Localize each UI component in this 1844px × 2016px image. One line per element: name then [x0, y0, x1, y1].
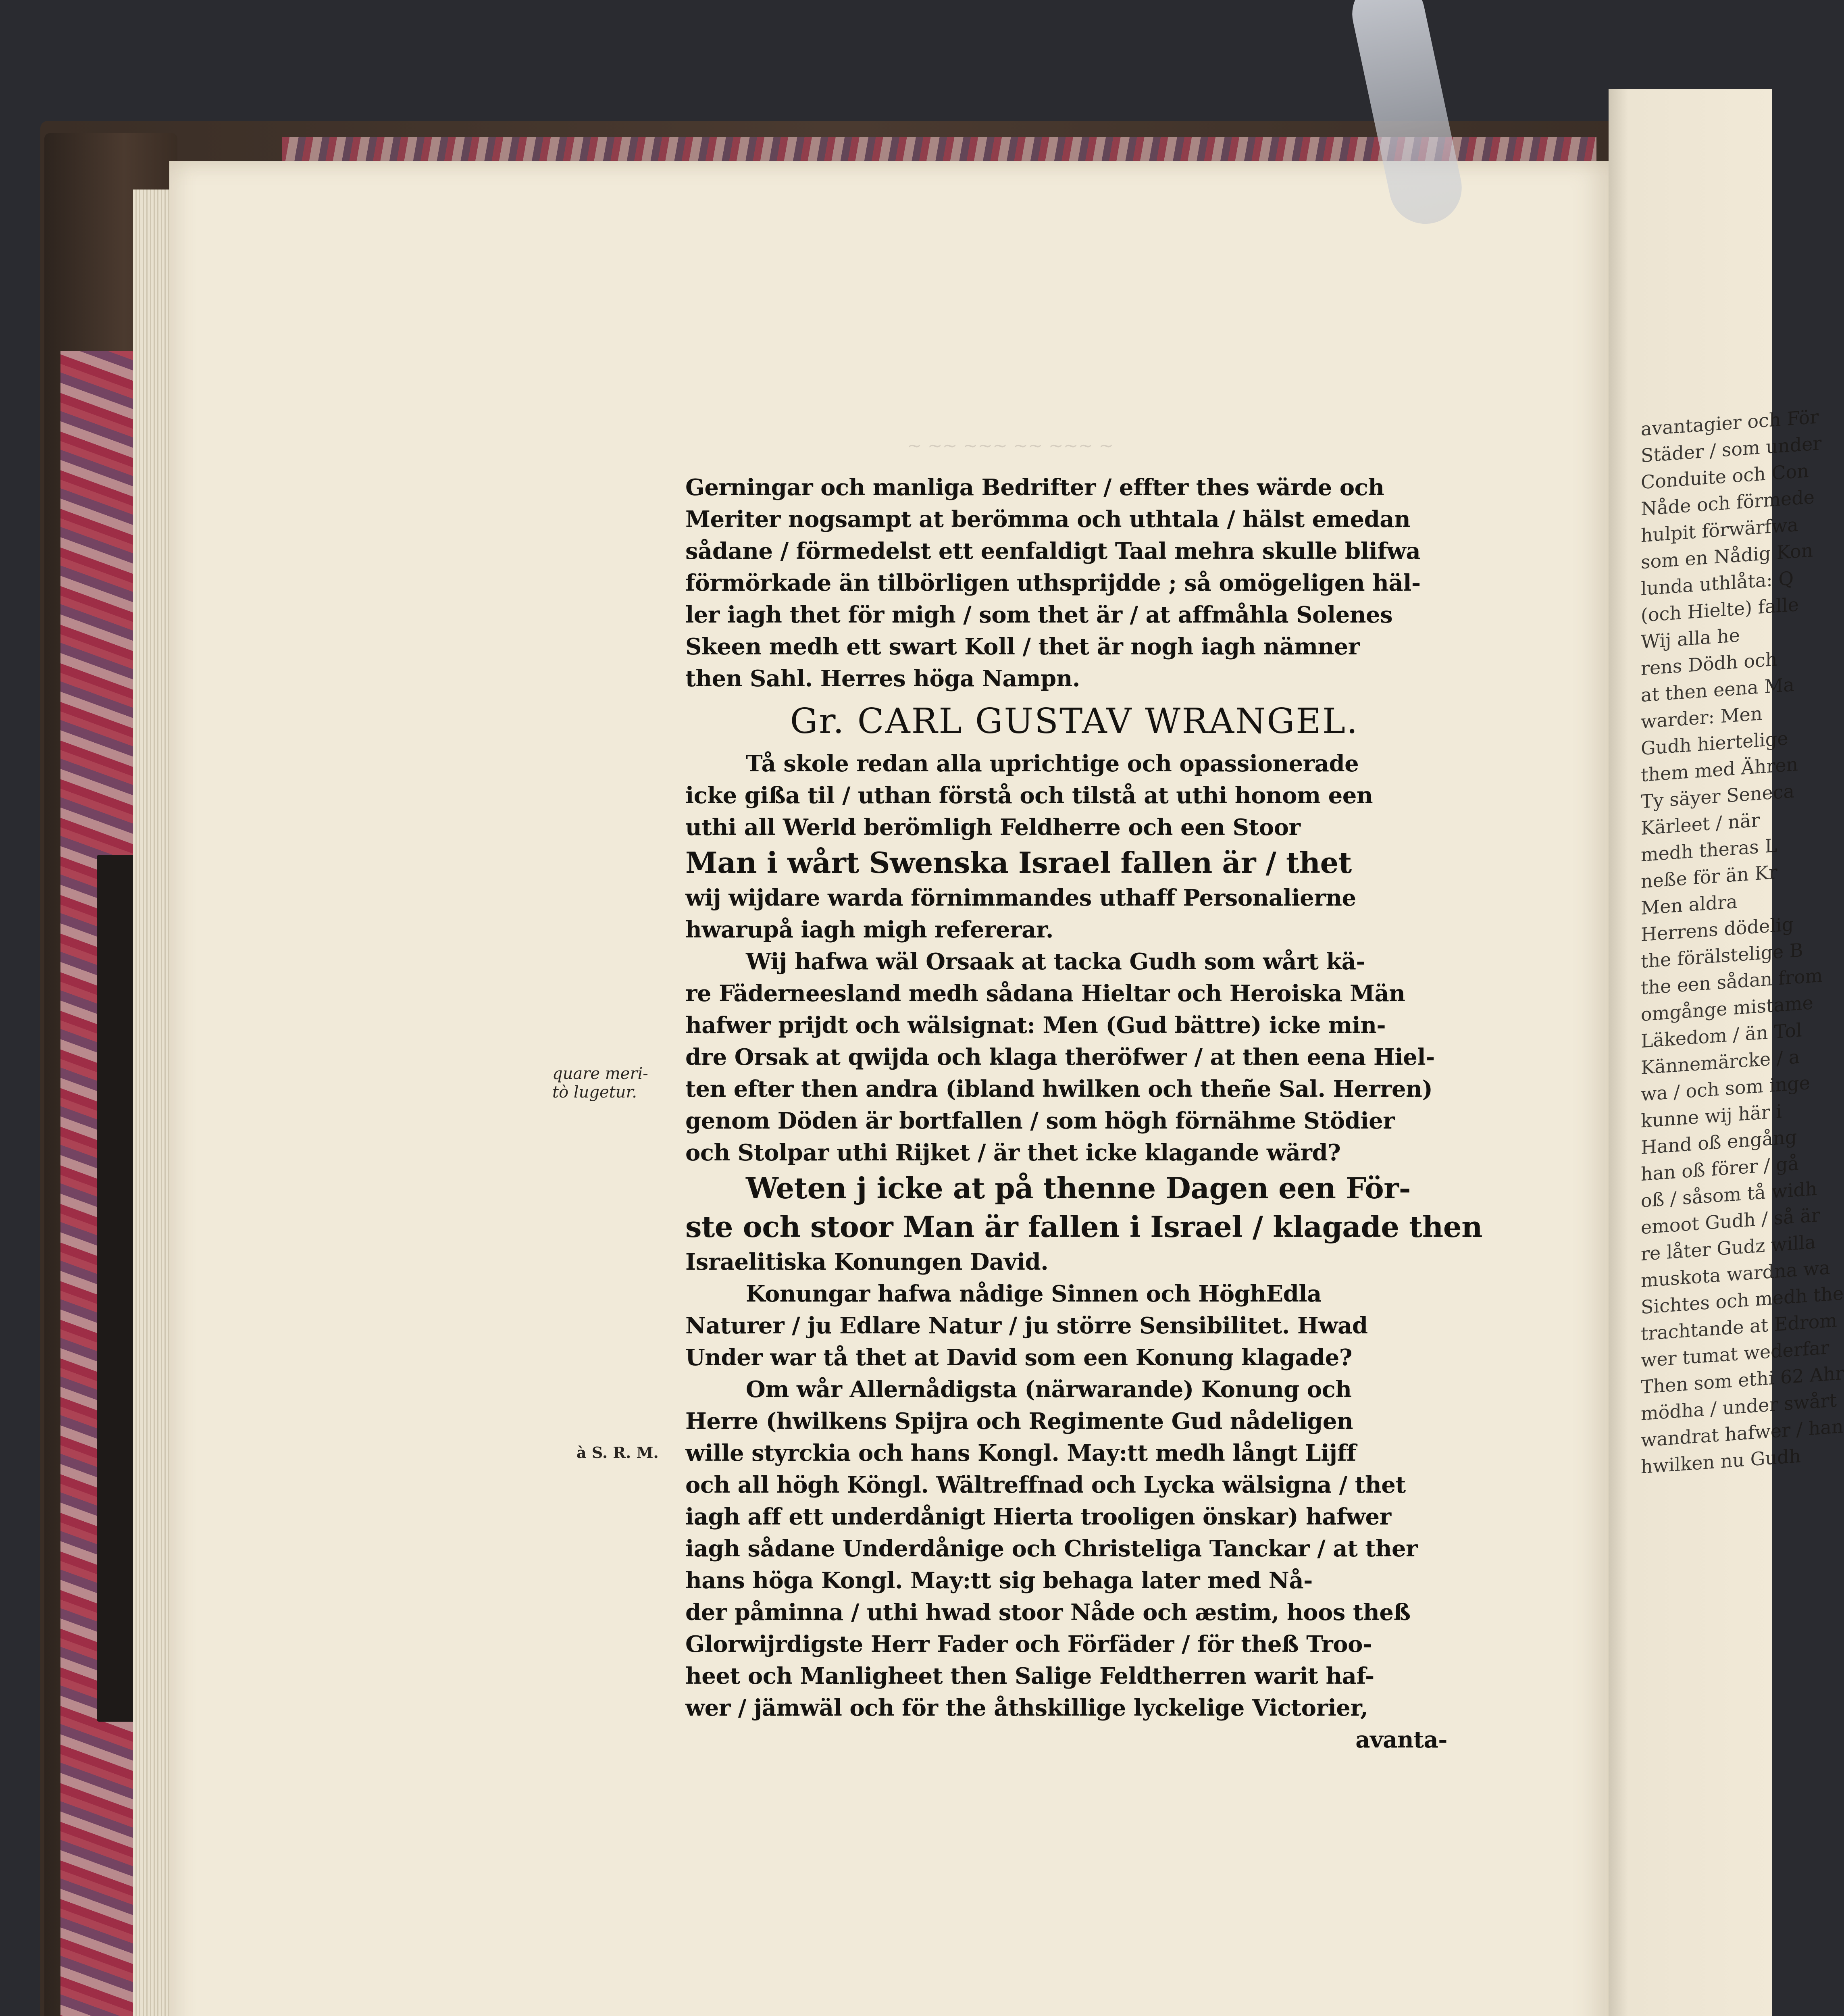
text-line: Israelitiska Konungen David. [685, 1249, 1049, 1275]
facing-text-line: muskota wardna wa [1641, 1256, 1830, 1292]
text-line: uthi all Werld berömligh Feldherre och een Stoor [685, 814, 1301, 841]
facing-text-line: the een sådan from [1641, 964, 1823, 999]
facing-text-line: them med Ähren [1641, 753, 1798, 786]
facing-text-line: som en Nådig Kon [1641, 539, 1813, 573]
facing-text-line: lunda uthlåta: Q [1641, 567, 1794, 600]
text-line: Naturer / ju Edlare Natur / ju större Sensibilitet. Hwad [685, 1312, 1368, 1339]
facing-text-line: Sichtes och medh the [1641, 1282, 1844, 1318]
text-line: wer / jämwäl och för the åthskillige lyckelige Victorier, [685, 1695, 1368, 1721]
facing-text-line: (och Hielte) falle [1641, 593, 1799, 627]
text-line: ler iagh thet för migh / som thet är / at affmåhla Solenes [685, 602, 1393, 628]
facing-text-line: Städer / som under [1641, 432, 1822, 467]
text-line: Herre (hwilkens Spijra och Regimente Gud nådeligen [685, 1408, 1353, 1435]
facing-text-line: wandrat hafwer / han [1641, 1415, 1844, 1452]
text-line: Tå skole redan alla uprichtige och opassionerade [746, 750, 1359, 777]
facing-text-line: the förälstelige B [1641, 939, 1803, 973]
section-heading: Gr. CARL GUSTAV WRANGEL. [790, 701, 1359, 741]
facing-text-line: Gudh hiertelige [1641, 727, 1788, 760]
facing-text-line: Läkedom / än Tol [1641, 1019, 1802, 1052]
facing-text-line: rens Dödh och [1641, 648, 1777, 680]
facing-text-line: Then som ethi 62 Ahr [1641, 1362, 1844, 1398]
recto-page-facing [1609, 89, 1844, 2016]
facing-text-line: avantagier och För [1641, 406, 1819, 440]
text-line: re Fäderneesland medh sådana Hieltar och Heroiska Män [685, 980, 1405, 1007]
facing-text-line: hwilken nu Gudh [1641, 1445, 1801, 1478]
facing-text-line: hulpit förwärfwa [1641, 513, 1798, 547]
facing-text-line: medh theras L [1641, 834, 1777, 866]
facing-text-line: warder: Men [1641, 702, 1763, 733]
facing-text-line: at then eena Ma [1641, 673, 1794, 706]
facing-text-line: neße för än Kr [1641, 861, 1777, 893]
bleed-through-text: ~ ~~ ~~~ ~~ ~~~ ~ [907, 435, 1114, 456]
catchword: avanta- [1355, 1727, 1447, 1753]
text-line: Glorwijrdigste Herr Fader och Förfäder / för theß Troo- [685, 1631, 1372, 1658]
text-line: ste och stoor Man är fallen i Israel / klagade then [685, 1210, 1482, 1244]
facing-text-line: re låter Gudz willa [1641, 1231, 1816, 1265]
text-line: iagh aff ett underdånigt Hierta trooligen önskar) hafwer [685, 1504, 1391, 1530]
facing-text-line: mödha / under swårt [1641, 1389, 1837, 1425]
text-line: Gerningar och manliga Bedrifter / effter thes wärde och [685, 474, 1384, 501]
text-line: dre Orsak at qwijda och klaga theröfwer / at then eena Hiel- [685, 1044, 1435, 1070]
text-line: och Stolpar uthi Rijket / är thet icke klagande wärd? [685, 1139, 1341, 1166]
facing-text-line: emoot Gudh / så är [1641, 1204, 1820, 1239]
facing-page-text [1641, 406, 1844, 1480]
text-line: och all högh Köngl. Wältreffnad och Lycka wälsigna / thet [685, 1472, 1406, 1498]
text-line: wij wijdare warda förnimmandes uthaff Personalierne [685, 885, 1356, 911]
text-line: then Sahl. Herres höga Nampn. [685, 665, 1080, 692]
text-line: Under war tå thet at David som een Konung klagade? [685, 1344, 1353, 1371]
margin-note-quare [552, 1064, 648, 1102]
facing-text-line: Men aldra [1641, 890, 1738, 919]
text-line: förmörkade än tilbörligen uthsprijdde ; så omögeligen häl- [685, 570, 1421, 596]
facing-text-line: Hand oß engång [1641, 1126, 1797, 1159]
text-line: hans höga Kongl. May:tt sig behaga later med Nå- [685, 1567, 1313, 1594]
facing-text-line: Wij alla he [1641, 624, 1740, 653]
facing-text-line: han oß förer / gå [1641, 1152, 1799, 1185]
facing-text-line: Nåde och förmede [1641, 486, 1815, 520]
text-line: Konungar hafwa nådige Sinnen och HöghEdla [746, 1281, 1322, 1307]
facing-text-line: kunne wij här i [1641, 1100, 1782, 1132]
margin-note-line: tò lugetur. [552, 1083, 637, 1102]
text-line: ten efter then andra (ibland hwilken och theñe Sal. Herren) [685, 1076, 1433, 1102]
text-line: wille styrckia och hans Kongl. May:tt medh långt Lijff [685, 1440, 1356, 1466]
facing-text-line: Conduite och Con [1641, 460, 1809, 494]
facing-text-line: Kärleet / när [1641, 809, 1760, 839]
facing-text-line: wa / och som inge [1641, 1071, 1810, 1106]
facing-text-line: Herrens dödelig [1641, 913, 1794, 946]
text-line: heet och Manligheet then Salige Feldtherren warit haf- [685, 1663, 1374, 1689]
text-line: der påminna / uthi hwad stoor Nåde och æstim, hoos theß [685, 1599, 1411, 1626]
text-line: Om wår Allernådigsta (närwarande) Konung och [746, 1376, 1352, 1403]
facing-text-line: wer tumat wederfar [1641, 1336, 1829, 1372]
text-line: Meriter nogsampt at berömma och uthtala / hälst emedan [685, 506, 1411, 533]
text-line: Man i wårt Swenska Israel fallen är / thet [685, 846, 1352, 880]
text-line: hafwer prijdt och wälsignat: Men (Gud bättre) icke min- [685, 1012, 1386, 1039]
text-line: Skeen medh ett swart Koll / thet är nogh iagh nämner [685, 633, 1360, 660]
text-line: hwarupå iagh migh refererar. [685, 916, 1053, 943]
facing-text-line: trachtande at Edrom [1641, 1309, 1837, 1345]
facing-text-line: oß / såsom tå widh [1641, 1177, 1817, 1212]
main-text-block [685, 472, 1482, 1756]
facing-text-line: omgånge mistame [1641, 991, 1813, 1026]
text-line: icke gißa til / uthan förstå och tilstå at uthi honom een [685, 782, 1373, 809]
text-line: Wij hafwa wäl Orsaak at tacka Gudh som wårt kä- [746, 948, 1365, 975]
margin-note-srm: à S. R. M. [577, 1443, 659, 1462]
text-line: sådane / förmedelst ett eenfaldigt Taal mehra skulle blifwa [685, 538, 1421, 564]
text-line: genom Döden är bortfallen / som högh förnähme Stödier [685, 1108, 1395, 1134]
margin-note-line: quare meri- [552, 1064, 648, 1083]
text-line: iagh sådane Underdånige och Christeliga Tanckar / at ther [685, 1535, 1418, 1562]
facing-text-line: Ty säyer Seneca [1641, 780, 1794, 813]
text-line: Weten j icke at på thenne Dagen een För- [746, 1171, 1411, 1205]
facing-text-line: Kännemärcke / a [1641, 1045, 1800, 1079]
